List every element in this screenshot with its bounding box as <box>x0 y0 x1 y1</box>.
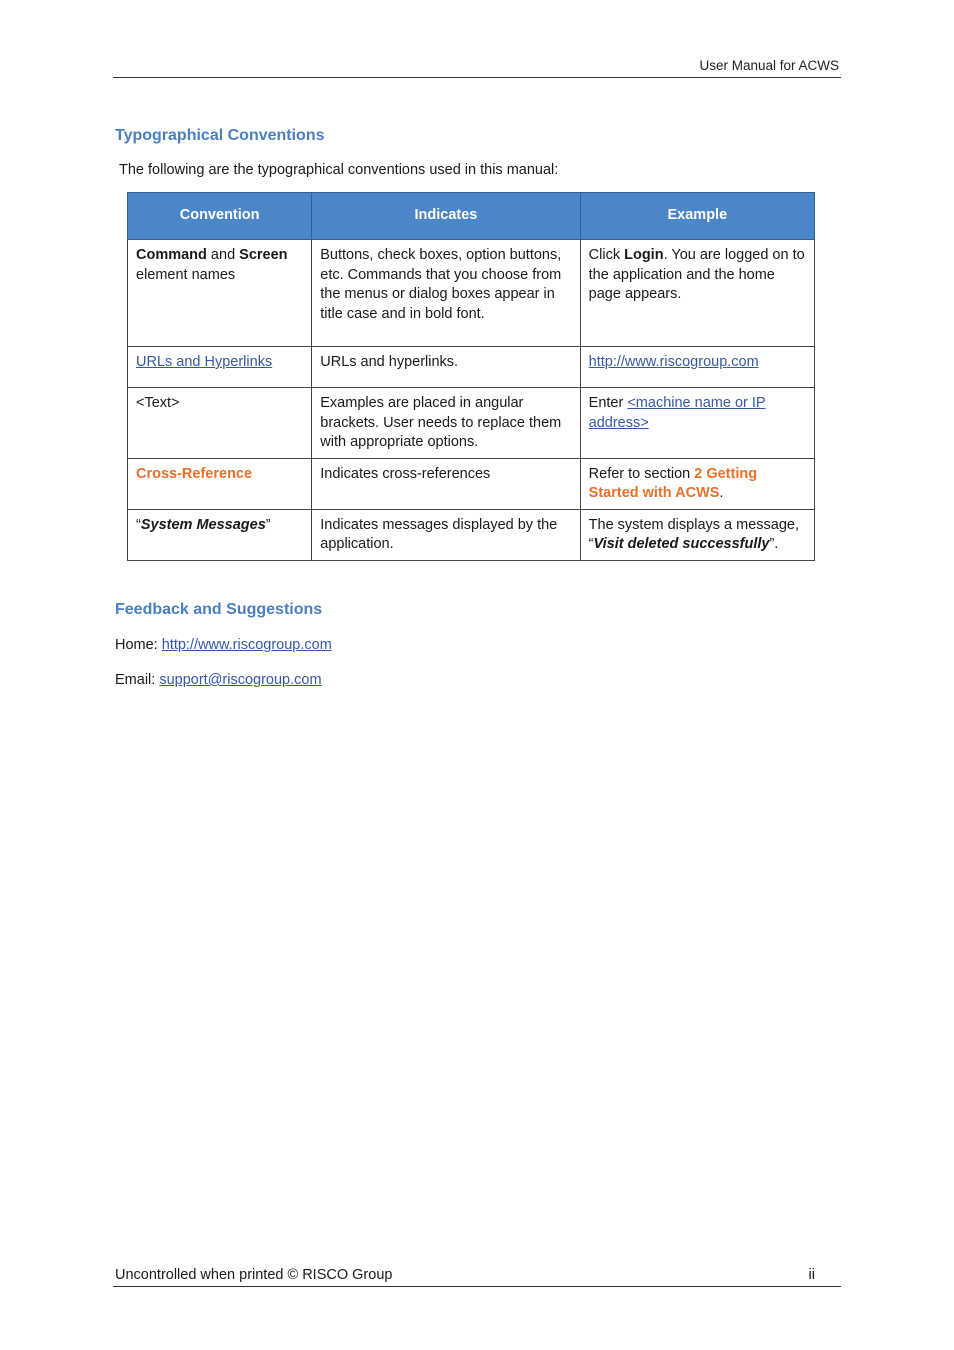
typographical-conventions-heading: Typographical Conventions <box>115 127 325 144</box>
urls-hyperlinks-link[interactable]: URLs and Hyperlinks <box>136 354 273 370</box>
example-cell <box>580 509 814 560</box>
getting-started-xref-link[interactable]: 2 Getting Started with ACWS <box>588 465 758 501</box>
example-text: Click <box>588 247 625 263</box>
table-header-row <box>128 193 815 240</box>
intro-text: The following are the typographical conventions used in this manual: <box>119 162 559 178</box>
example-cell <box>580 388 814 459</box>
home-line <box>115 637 332 653</box>
table-row <box>128 388 815 459</box>
example-cell <box>580 458 814 509</box>
conventions-table <box>127 192 815 561</box>
email-label: Email: <box>115 672 160 688</box>
convention-text: and <box>206 247 240 263</box>
table-row <box>128 509 815 560</box>
indicates-cell: Examples are placed in angular brackets. User needs to replace them with appropriate options. <box>312 388 580 459</box>
convention-cell <box>128 347 312 388</box>
header-title: User Manual for ACWS <box>699 58 839 73</box>
email-link[interactable]: support@riscogroup.com <box>159 672 322 688</box>
home-link[interactable]: http://www.riscogroup.com <box>161 637 332 653</box>
convention-bold-command: Command <box>136 247 207 263</box>
indicates-cell: Indicates messages displayed by the application. <box>312 509 580 560</box>
table-row <box>128 347 815 388</box>
example-text: Refer to section <box>588 465 695 482</box>
convention-text: element names <box>136 266 236 283</box>
column-header-example: Example <box>580 193 814 240</box>
convention-cell: <Text> <box>128 388 312 459</box>
riscogroup-url-link[interactable]: http://www.riscogroup.com <box>588 354 759 370</box>
example-text: . You are logged on to the application and the home page appears. <box>588 247 805 302</box>
indicates-cell: Indicates cross-references <box>312 458 580 509</box>
table-row <box>128 240 815 347</box>
example-text: . <box>719 485 724 501</box>
quote-close: ” <box>265 516 271 533</box>
home-label: Home: <box>115 637 162 653</box>
convention-cell <box>128 509 312 560</box>
column-header-convention: Convention <box>128 193 312 240</box>
convention-cell <box>128 240 312 347</box>
cross-reference-label: Cross-Reference <box>136 465 253 482</box>
example-text: Enter <box>588 395 628 411</box>
example-cell <box>580 347 814 388</box>
example-bold-login: Login <box>624 247 664 263</box>
machine-name-link[interactable]: <machine name or IP address> <box>588 395 766 431</box>
visit-deleted-message: Visit deleted successfully <box>593 536 770 552</box>
page-number: ii <box>808 1267 815 1283</box>
example-text: The system displays a message, “ <box>588 516 799 552</box>
feedback-heading: Feedback and Suggestions <box>115 601 323 618</box>
page-footer <box>113 1266 841 1287</box>
quote-open: “ <box>136 516 141 533</box>
column-header-indicates: Indicates <box>312 193 580 240</box>
table-row <box>128 458 815 509</box>
system-messages-label: System Messages <box>140 516 266 533</box>
email-line <box>115 672 322 688</box>
indicates-cell: Buttons, check boxes, option buttons, etc. Commands that you choose from the menus or dialog boxes appear in title case and in bold font. <box>312 240 580 347</box>
example-cell <box>580 240 814 347</box>
footer-copyright: Uncontrolled when printed © RISCO Group <box>115 1267 393 1283</box>
indicates-cell: URLs and hyperlinks. <box>312 347 580 388</box>
convention-cell <box>128 458 312 509</box>
page-header <box>113 57 841 78</box>
convention-bold-screen: Screen <box>239 247 288 263</box>
example-text: ”. <box>769 536 779 552</box>
